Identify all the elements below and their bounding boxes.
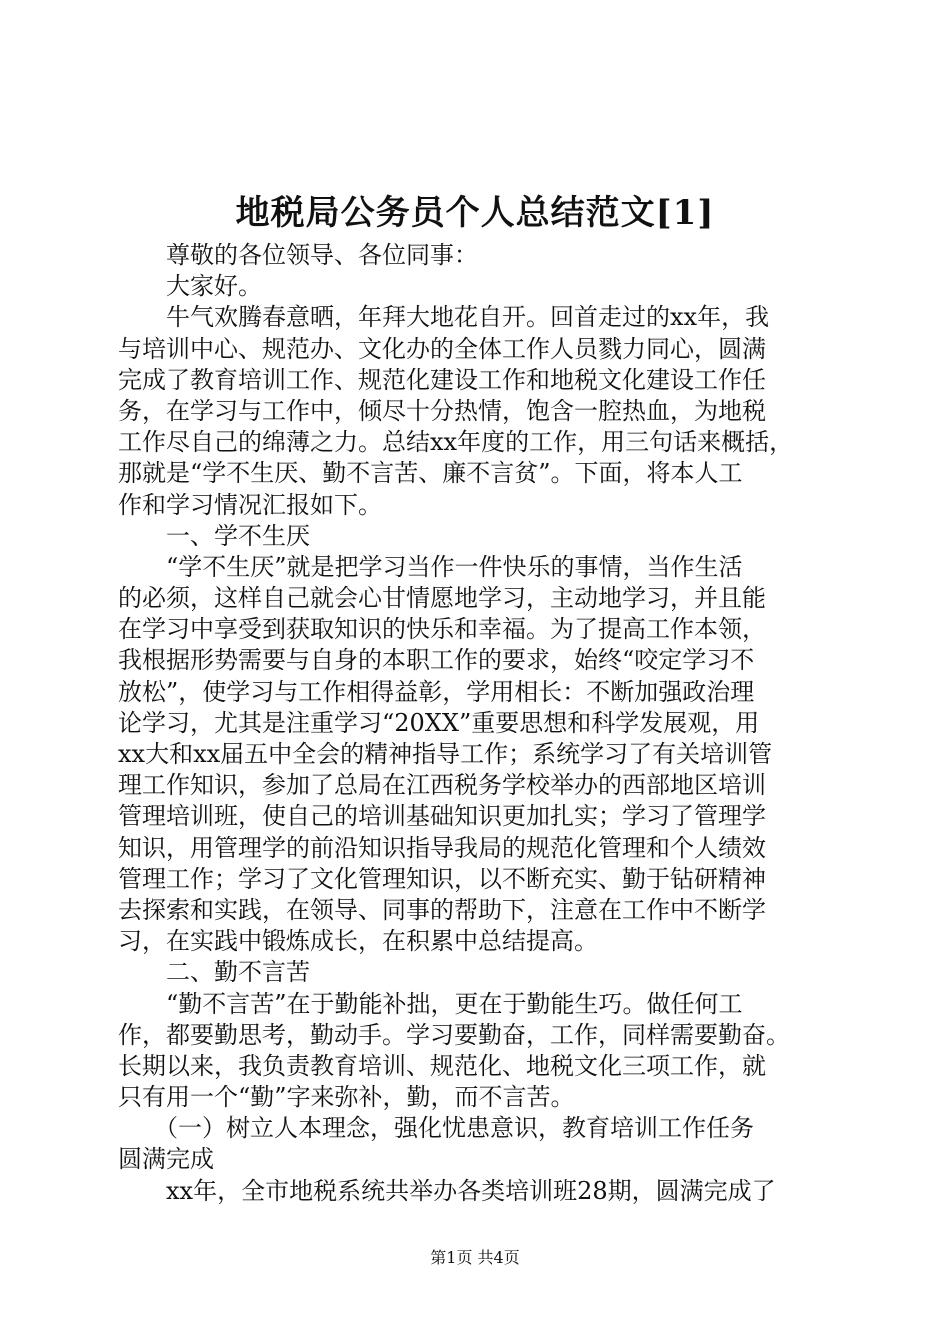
- text-line: 务，在学习与工作中，倾尽十分热情，饱含一腔热血，为地税: [118, 396, 766, 425]
- text-line: 的必须，这样自己就会心甘情愿地学习，主动地学习，并且能: [118, 584, 766, 613]
- text-line: 圆满完成: [118, 1145, 214, 1174]
- document-title: 地税局公务员个人总结范文[1]: [235, 193, 715, 233]
- text-line: 管理培训班，使自己的培训基础知识更加扎实；学习了管理学: [118, 802, 766, 831]
- document-body: [118, 240, 838, 1207]
- page-footer: 第1页 共4页: [430, 1248, 520, 1267]
- text-line: 在学习中享受到获取知识的快乐和幸福。为了提高工作本领，: [118, 615, 766, 644]
- text-line: 我根据形势需要与自身的本职工作的要求，始终“咬定学习不: [118, 646, 755, 675]
- text-line: 论学习，尤其是注重学习“20XX”重要思想和科学发展观，用: [118, 708, 760, 737]
- text-line: 习，在实践中锻炼成长，在积累中总结提高。: [118, 927, 598, 956]
- text-line: 知识，用管理学的前沿知识指导我局的规范化管理和个人绩效: [118, 833, 766, 862]
- text-line: 大家好。: [118, 272, 262, 301]
- text-line: 一、学不生厌: [118, 521, 310, 550]
- text-line: 那就是“学不生厌、勤不言苦、廉不言贫”。下面，将本人工: [118, 459, 743, 488]
- text-line: 理工作知识，参加了总局在江西税务学校举办的西部地区培训: [118, 771, 766, 800]
- text-line: xx大和xx届五中全会的精神指导工作；系统学习了有关培训管: [118, 740, 773, 768]
- text-line: 与培训中心、规范办、文化办的全体工作人员戮力同心，圆满: [118, 334, 766, 363]
- text-line: 作，都要勤思考，勤动手。学习要勤奋，工作，同样需要勤奋。: [118, 1020, 790, 1049]
- text-line: 管理工作；学习了文化管理知识，以不断充实、勤于钻研精神: [118, 864, 766, 893]
- text-line: 只有用一个“勤”字来弥补，勤，而不言苦。: [118, 1083, 575, 1112]
- text-line: “勤不言苦”在于勤能补拙，更在于勤能生巧。做任何工: [118, 989, 743, 1018]
- text-line: 牛气欢腾春意晒，年拜大地花自开。回首走过的xx年，我: [118, 303, 770, 332]
- text-line: （一）树立人本理念，强化忧患意识，教育培训工作任务: [118, 1114, 754, 1143]
- text-line: xx年，全市地税系统共举办各类培训班28期，圆满完成了: [118, 1176, 776, 1205]
- text-line: 二、勤不言苦: [118, 958, 310, 987]
- text-line: “学不生厌”就是把学习当作一件快乐的事情，当作生活: [118, 552, 743, 581]
- text-line: 完成了教育培训工作、规范化建设工作和地税文化建设工作任: [118, 365, 766, 394]
- text-line: 工作尽自己的绵薄之力。总结xx年度的工作，用三句话来概括，: [118, 428, 794, 457]
- text-line: 长期以来，我负责教育培训、规范化、地税文化三项工作，就: [118, 1051, 766, 1080]
- text-line: 尊敬的各位领导、各位同事：: [118, 241, 478, 269]
- text-line: 放松”，使学习与工作相得益彰，学用相长：不断加强政治理: [118, 677, 755, 706]
- text-line: 去探索和实践，在领导、同事的帮助下，注意在工作中不断学: [118, 895, 766, 924]
- text-line: 作和学习情况汇报如下。: [118, 490, 382, 519]
